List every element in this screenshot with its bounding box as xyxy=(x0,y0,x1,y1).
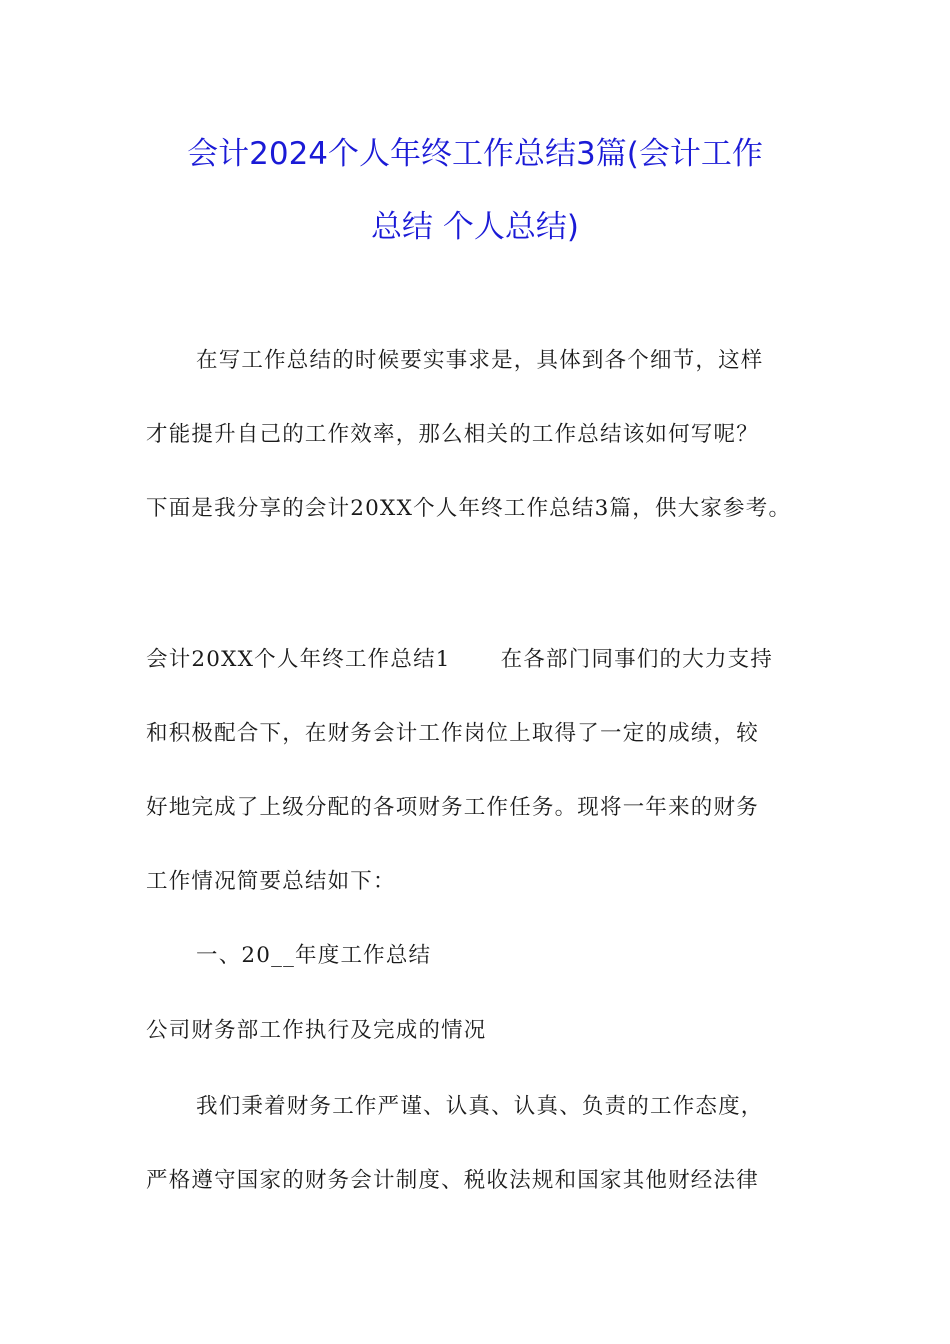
section-1-line-3: 好地完成了上级分配的各项财务工作任务。现将一年来的财务 xyxy=(146,795,759,820)
section-1-heading-line xyxy=(146,645,773,675)
section-1-heading: 会计20XX个人年终工作总结1 xyxy=(146,647,451,672)
section-1-line-2: 和积极配合下，在财务会计工作岗位上取得了一定的成绩，较 xyxy=(146,721,759,746)
subheading-finance-dept: 公司财务部工作执行及完成的情况 xyxy=(146,1018,487,1043)
document-title-line-1: 会计2024个人年终工作总结3篇(会计工作 xyxy=(187,136,763,172)
document-title-line-2: 总结 个人总结) xyxy=(371,209,579,245)
body-line-1: 我们秉着财务工作严谨、认真、认真、负责的工作态度， xyxy=(196,1094,764,1119)
subheading-annual-summary: 一、20__年度工作总结 xyxy=(196,943,432,968)
body-line-2: 严格遵守国家的财务会计制度、税收法规和国家其他财经法律 xyxy=(146,1168,759,1193)
intro-line-2: 才能提升自己的工作效率，那么相关的工作总结该如何写呢？ xyxy=(146,422,759,447)
section-1-line-4: 工作情况简要总结如下： xyxy=(146,869,396,894)
intro-line-1: 在写工作总结的时候要实事求是，具体到各个细节，这样 xyxy=(196,348,764,373)
section-1-first-line: 在各部门同事们的大力支持 xyxy=(500,647,774,672)
intro-line-3: 下面是我分享的会计20XX个人年终工作总结3篇，供大家参考。 xyxy=(146,496,792,521)
